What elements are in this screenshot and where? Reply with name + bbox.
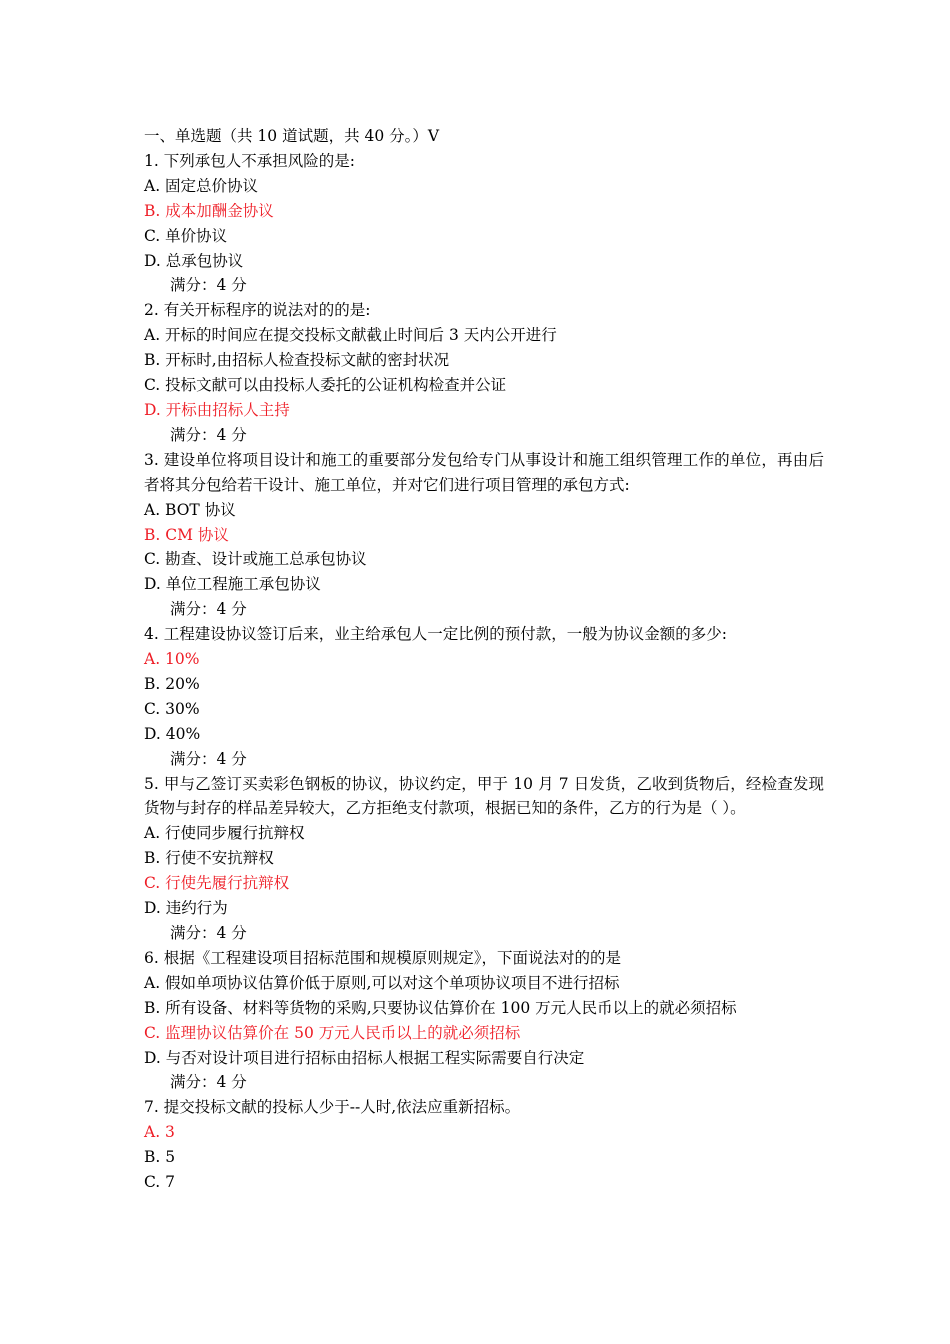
answer-option: B. 开标时,由招标人检查投标文献的密封状况 xyxy=(144,351,450,370)
question-stem: 6. 根据《工程建设项目招标范围和规模原则规定》，下面说法对的的是 xyxy=(144,948,621,967)
answer-option: C. 投标文献可以由投标人委托的公证机构检查并公证 xyxy=(144,376,507,395)
correct-option: C. 行使先履行抗辩权 xyxy=(144,874,290,893)
question-block xyxy=(144,1095,824,1195)
question-stem: 1. 下列承包人不承担风险的是: xyxy=(144,151,355,170)
answer-option: C. 7 xyxy=(144,1173,176,1192)
correct-option: B. CM 协议 xyxy=(144,525,229,544)
answer-option: D. 与否对设计项目进行招标由招标人根据工程实际需要自行决定 xyxy=(144,1048,585,1067)
score-label: 满分：4 分 xyxy=(170,924,247,942)
question-stem: 7. 提交投标文献的投标人少于--人时,依法应重新招标。 xyxy=(144,1098,521,1117)
correct-option: A. 3 xyxy=(144,1123,175,1142)
answer-option: C. 单价协议 xyxy=(144,226,228,245)
answer-option: B. 行使不安抗辩权 xyxy=(144,849,274,868)
answer-option: B. 5 xyxy=(144,1148,176,1167)
score-label: 满分：4 分 xyxy=(170,749,247,768)
question-block xyxy=(144,772,824,946)
question-list xyxy=(144,149,824,1195)
answer-option: D. 总承包协议 xyxy=(144,251,244,270)
question-block xyxy=(144,622,824,771)
correct-option: B. 成本加酬金协议 xyxy=(144,201,274,220)
answer-option: A. 假如单项协议估算价低于原则,可以对这个单项协议项目不进行招标 xyxy=(144,973,620,992)
score-label: 满分：4 分 xyxy=(170,276,247,295)
score-label: 满分：4 分 xyxy=(170,600,247,619)
question-block xyxy=(144,448,824,622)
correct-option: A. 10% xyxy=(144,650,200,669)
question-stem: 2. 有关开标程序的说法对的的是: xyxy=(144,301,371,320)
document-content xyxy=(144,124,824,1195)
question-block xyxy=(144,298,824,447)
answer-option: C. 勘查、设计或施工总承包协议 xyxy=(144,550,367,569)
correct-option: D. 开标由招标人主持 xyxy=(144,400,290,419)
answer-option: A. 开标的时间应在提交投标文献截止时间后 3 天内公开进行 xyxy=(144,326,557,345)
section-title: 一、单选题（共 10 道试题，共 40 分。）V xyxy=(144,127,440,145)
answer-option: D. 单位工程施工承包协议 xyxy=(144,575,321,594)
question-stem: 4. 工程建设协议签订后来，业主给承包人一定比例的预付款，一般为协议金额的多少: xyxy=(144,625,727,644)
correct-option: C. 监理协议估算价在 50 万元人民币以上的就必须招标 xyxy=(144,1023,521,1042)
score-label: 满分：4 分 xyxy=(170,425,247,444)
answer-option: D. 40% xyxy=(144,724,201,743)
question-block xyxy=(144,149,824,298)
question-stem: 3. 建设单位将项目设计和施工的重要部分发包给专门从事设计和施工组织管理工作的单位，再由后者将其分包给若干设计、施工单位，并对它们进行项目管理的承包方式: xyxy=(144,450,824,494)
answer-option: A. 行使同步履行抗辩权 xyxy=(144,824,305,843)
answer-option: B. 20% xyxy=(144,674,200,693)
answer-option: D. 违约行为 xyxy=(144,899,228,918)
answer-option: A. 固定总价协议 xyxy=(144,176,259,195)
answer-option: B. 所有设备、材料等货物的采购,只要协议估算价在 100 万元人民币以上的就必须招标 xyxy=(144,998,737,1017)
question-stem: 5. 甲与乙签订买卖彩色钢板的协议，协议约定，甲于 10 月 7 日发货，乙收到货物后，经检查发现货物与封存的样品差异较大，乙方拒绝支付款项，根据已知的条件，乙方的行为是（ ）。 xyxy=(144,774,824,818)
answer-option: C. 30% xyxy=(144,699,200,718)
answer-option: A. BOT 协议 xyxy=(144,500,236,519)
score-label: 满分：4 分 xyxy=(170,1073,247,1092)
question-block xyxy=(144,946,824,1095)
